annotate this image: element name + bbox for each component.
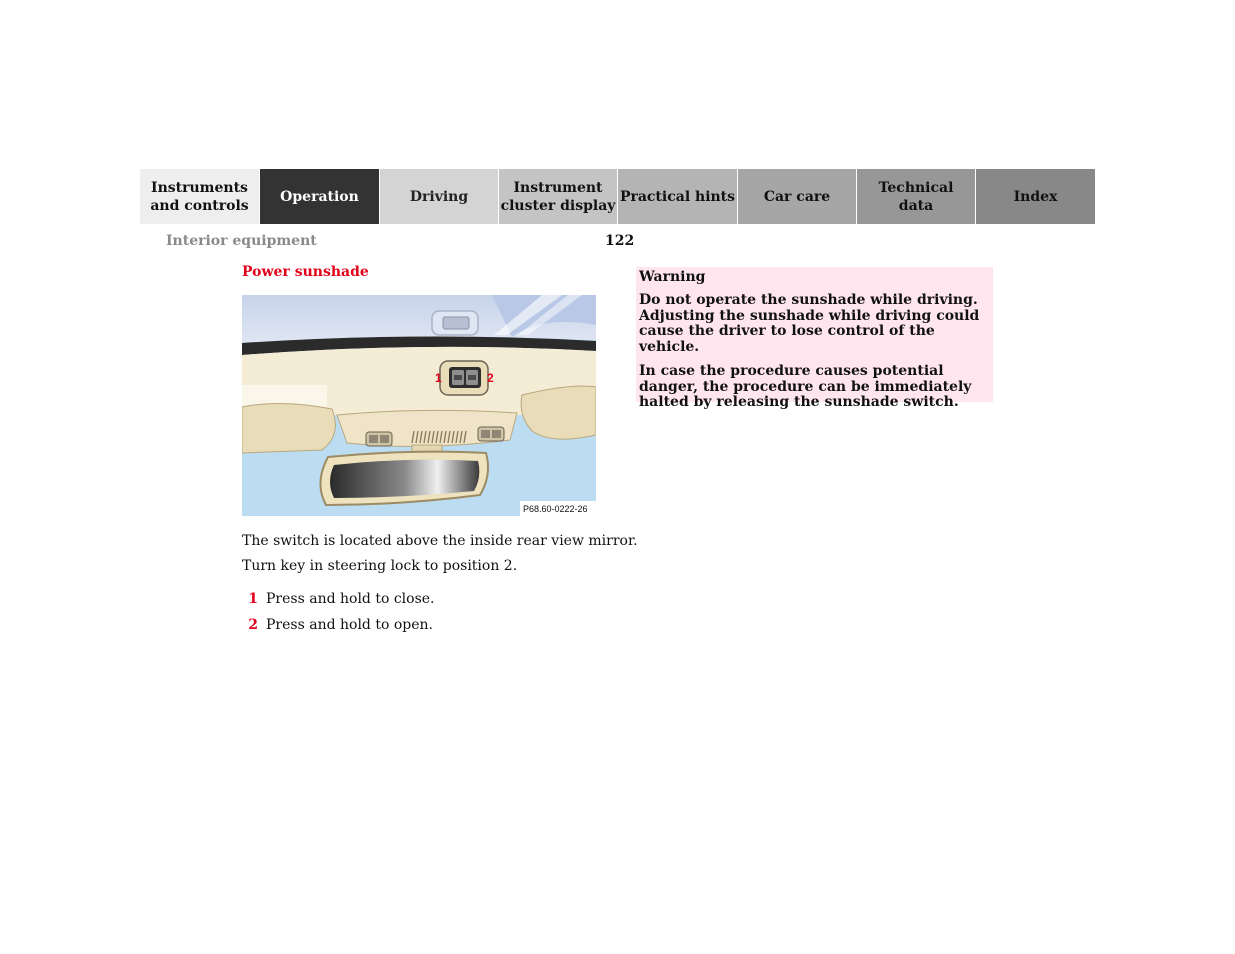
chapter-nav — [140, 169, 1095, 224]
tab-practical-hints[interactable]: Practical hints — [618, 169, 738, 224]
callout-1: 1 — [435, 371, 442, 385]
warning-title: Warning — [639, 269, 706, 285]
step-text: Press and hold to open. — [266, 617, 433, 633]
tab-operation[interactable]: Operation — [260, 169, 380, 224]
page-number: 122 — [605, 233, 635, 249]
callout-2: 2 — [487, 371, 494, 385]
warning-box — [636, 267, 993, 410]
step-text: Press and hold to close. — [266, 591, 435, 607]
step-number: 2 — [248, 617, 258, 633]
tab-instrument-cluster-display[interactable]: Instrument cluster display — [499, 169, 618, 224]
page-heading: Power sunshade — [242, 264, 369, 280]
sunshade-switch-illustration — [242, 295, 596, 516]
tab-driving[interactable]: Driving — [380, 169, 499, 224]
step-number: 1 — [248, 591, 258, 607]
warning-paragraph: In case the procedure causes potential danger, the procedure can be immediately halted by releasing the sunshade switch. — [639, 363, 972, 410]
warning-paragraph: Do not operate the sunshade while driving. Adjusting the sunshade while driving could cause the driver to lose control of the vehicle. — [639, 292, 980, 355]
list-item — [242, 591, 435, 607]
tab-instruments-and-controls[interactable]: Instruments and controls — [140, 169, 260, 224]
location-text: The switch is located above the inside rear view mirror. — [242, 533, 638, 549]
tab-car-care[interactable]: Car care — [738, 169, 857, 224]
list-item — [242, 617, 433, 633]
instruction-text: Turn key in steering lock to position 2. — [242, 558, 518, 574]
section-title: Interior equipment — [166, 233, 317, 249]
image-code: P68.60-0222-26 — [523, 504, 588, 514]
tab-technical-data[interactable]: Technical data — [857, 169, 976, 224]
tab-index[interactable]: Index — [976, 169, 1095, 224]
